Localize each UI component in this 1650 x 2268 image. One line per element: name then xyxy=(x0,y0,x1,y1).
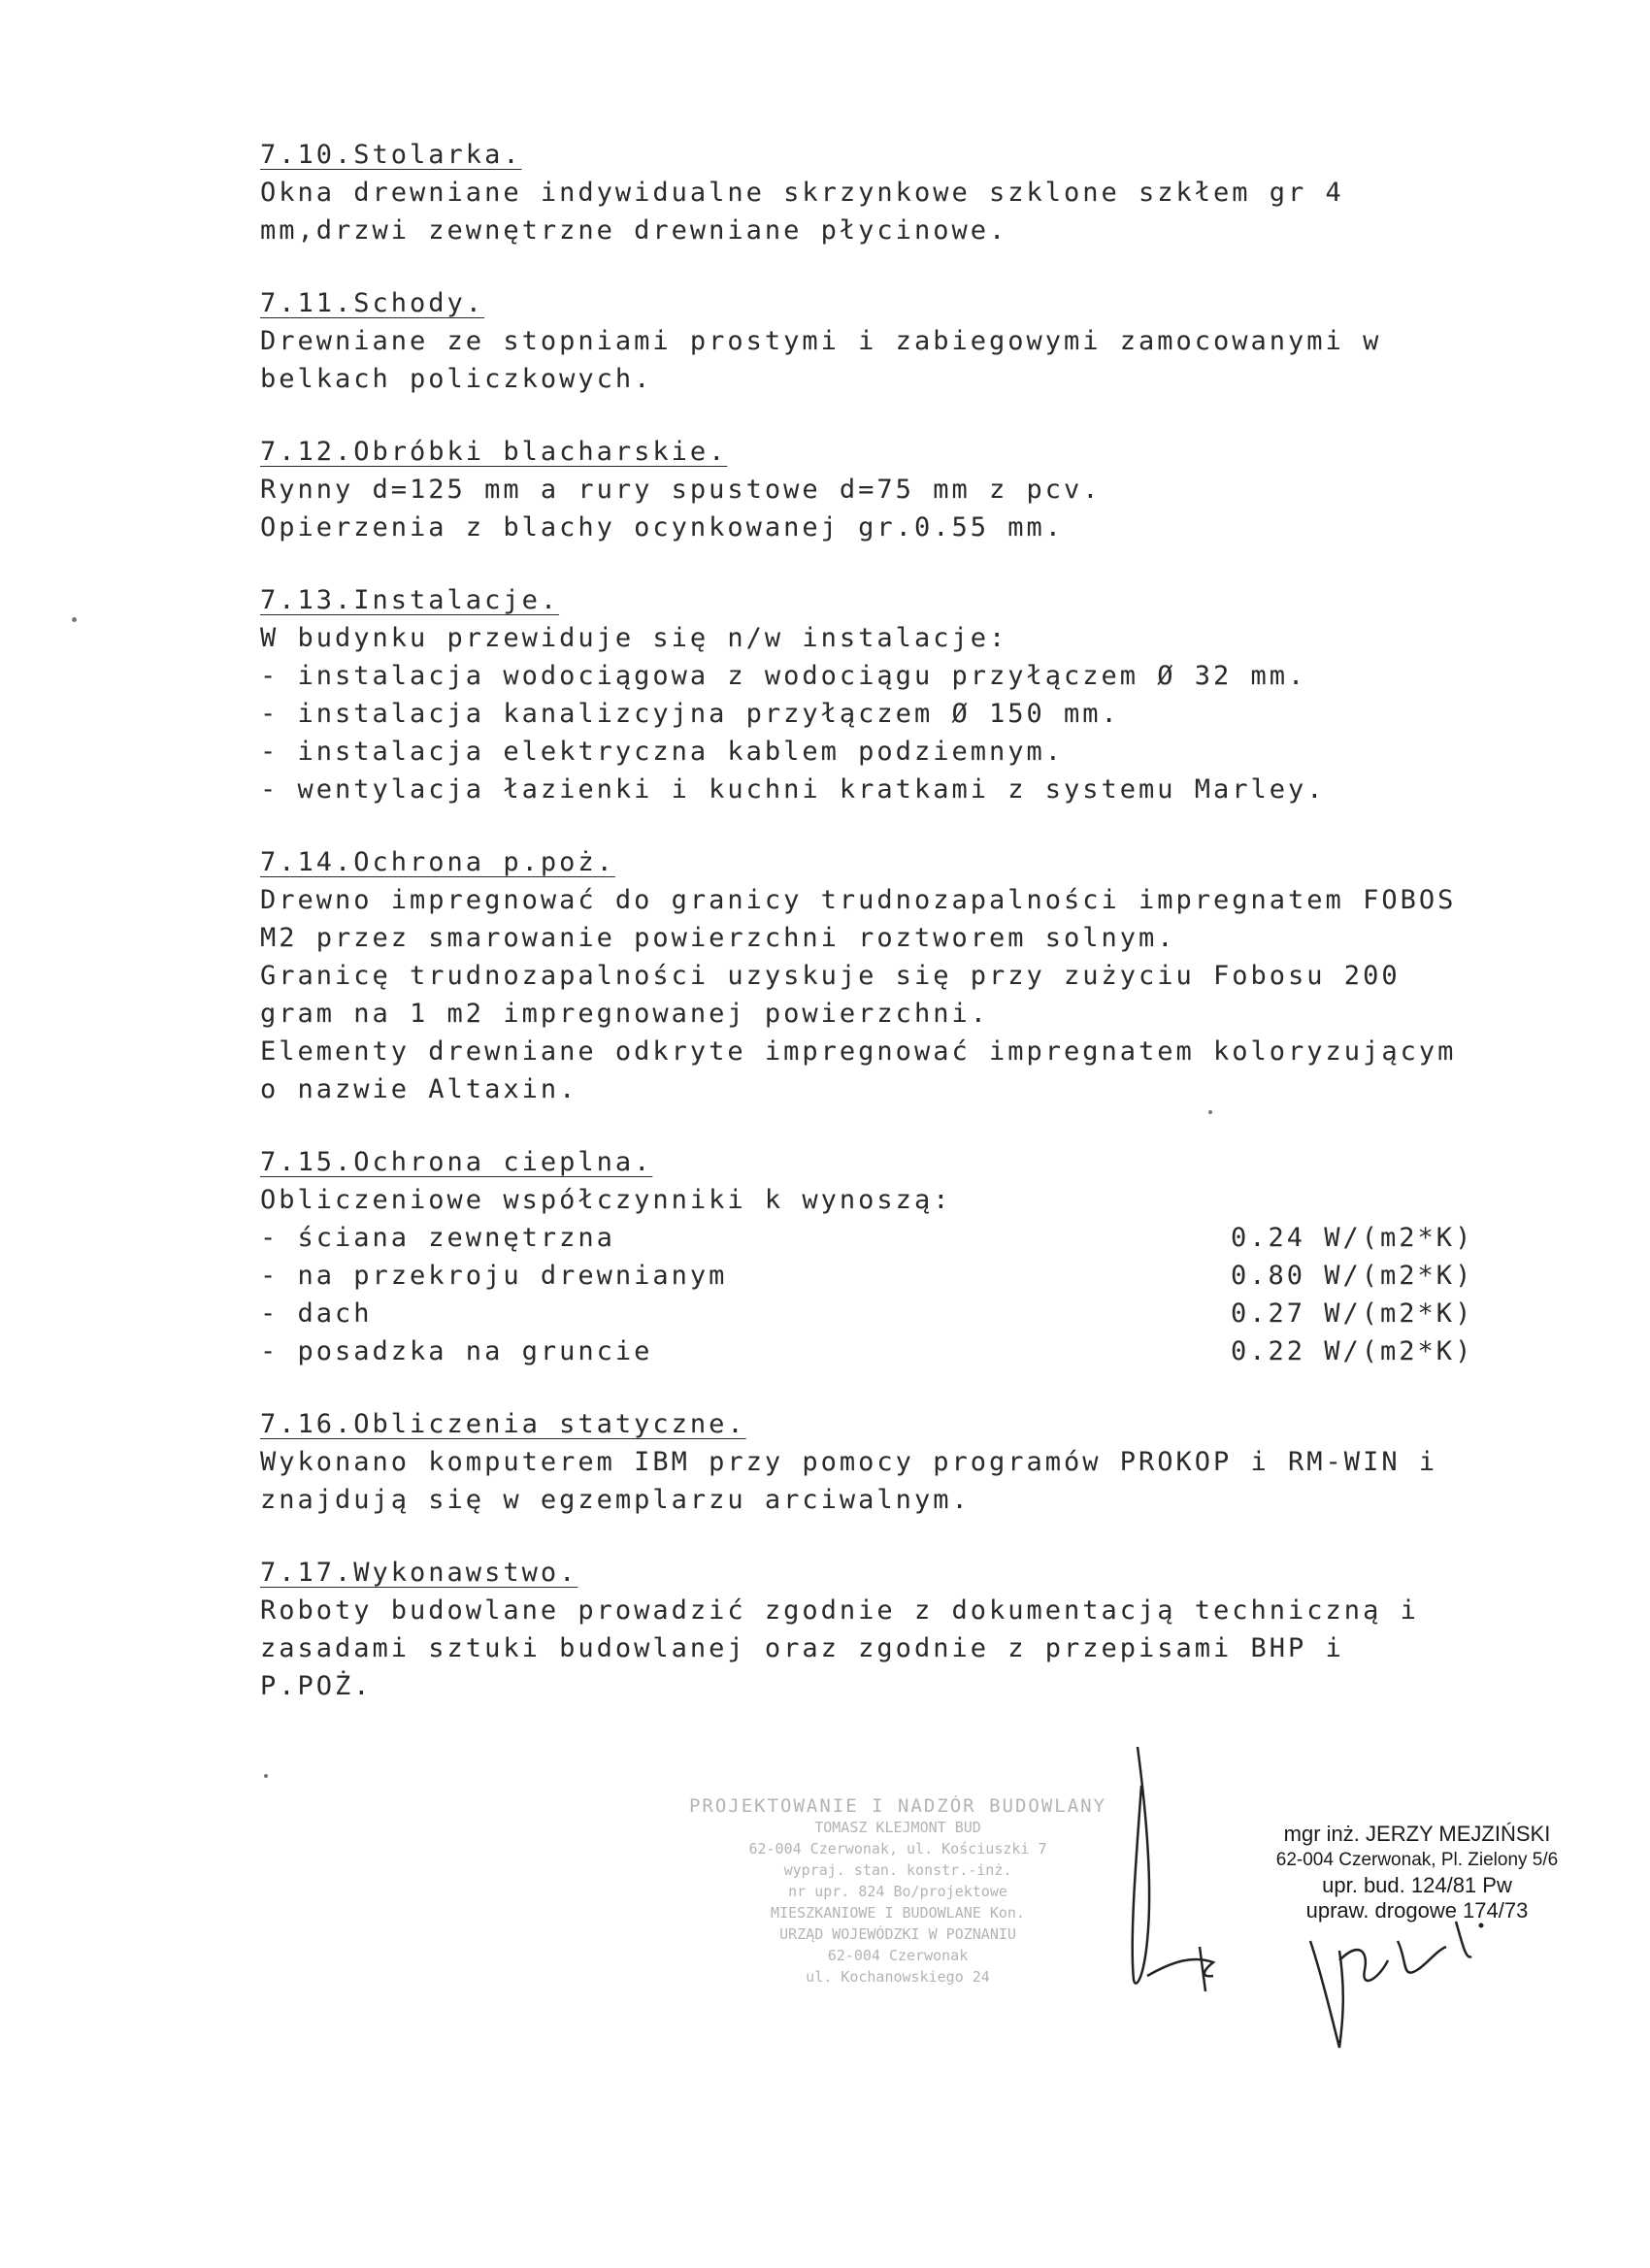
text-line: Roboty budowlane prowadzić zgodnie z dokumentacją techniczną i xyxy=(260,1595,1419,1626)
section-heading: 7.14.Ochrona p.poż. xyxy=(260,847,615,877)
coefficient-value: 0.22 W/(m2*K) xyxy=(1231,1336,1474,1366)
signature-right xyxy=(1301,1902,1495,2077)
stamp-line: PROJEKTOWANIE I NADZÓR BUDOWLANY xyxy=(688,1795,1107,1817)
text-line: Rynny d=125 mm a rury spustowe d=75 mm z pcv. xyxy=(260,475,1102,505)
stamp-line: nr upr. 824 Bo/projektowe xyxy=(788,1883,1007,1900)
coefficient-label: - dach xyxy=(260,1298,373,1329)
coefficient-label: - posadzka na gruncie xyxy=(260,1336,653,1366)
text-line: - instalacja wodociągowa z wodociągu przyłączem Ø 32 mm. xyxy=(260,661,1307,691)
seal-name: mgr inż. JERZY MEJZIŃSKI xyxy=(1283,1822,1551,1846)
stamp-line: 62-004 Czerwonak, ul. Kościuszki 7 xyxy=(748,1840,1047,1857)
section-stolarka xyxy=(260,136,1522,249)
section-schody xyxy=(260,284,1522,398)
text-line: znajdują się w egzemplarzu arciwalnym. xyxy=(260,1485,971,1515)
text-line: belkach policzkowych. xyxy=(260,364,653,394)
coefficient-row xyxy=(260,1295,1483,1332)
text-line: Obliczeniowe współczynniki k wynoszą: xyxy=(260,1185,952,1215)
stamp-line: ul. Kochanowskiego 24 xyxy=(806,1968,990,1986)
coefficient-row xyxy=(260,1219,1483,1257)
document-body xyxy=(260,136,1522,1740)
stamp-line: TOMASZ KLEJMONT BUD xyxy=(814,1819,981,1836)
text-line: Wykonano komputerem IBM przy pomocy programów PROKOP i RM-WIN i xyxy=(260,1447,1438,1477)
coefficient-value: 0.80 W/(m2*K) xyxy=(1231,1261,1474,1291)
seal-address: 62-004 Czerwonak, Pl. Zielony 5/6 xyxy=(1275,1850,1559,1870)
coefficient-value: 0.27 W/(m2*K) xyxy=(1231,1298,1474,1329)
coefficient-value: 0.24 W/(m2*K) xyxy=(1231,1223,1474,1253)
section-obrobki xyxy=(260,433,1522,546)
scan-speck xyxy=(264,1774,268,1778)
stamp-line: 62-004 Czerwonak xyxy=(827,1947,969,1964)
text-line: Opierzenia z blachy ocynkowanej gr.0.55 mm. xyxy=(260,512,1064,542)
text-line: gram na 1 m2 impregnowanej powierzchni. xyxy=(260,999,989,1029)
section-heading: 7.10.Stolarka. xyxy=(260,140,522,170)
stamp-line: MIESZKANIOWE I BUDOWLANE Kon. xyxy=(771,1904,1025,1922)
coefficient-row xyxy=(260,1332,1483,1370)
coefficient-row xyxy=(260,1257,1483,1295)
section-ochrona-ppoz xyxy=(260,843,1522,1108)
signature-left xyxy=(1077,1747,1252,2019)
text-line: M2 przez smarowanie powierzchni roztworem solnym. xyxy=(260,923,1176,953)
stamp-line: wypraj. stan. konstr.-inż. xyxy=(783,1861,1012,1879)
section-heading: 7.17.Wykonawstwo. xyxy=(260,1558,578,1588)
text-line: zasadami sztuki budowlanej oraz zgodnie z przepisami BHP i xyxy=(260,1633,1344,1663)
stamp-line: URZĄD WOJEWÓDZKI W POZNANIU xyxy=(779,1925,1016,1943)
section-wykonawstwo xyxy=(260,1554,1522,1705)
section-obliczenia xyxy=(260,1405,1522,1519)
text-line: W budynku przewiduje się n/w instalacje: xyxy=(260,623,1008,653)
text-line: - instalacja kanalizcyjna przyłączem Ø 150 mm. xyxy=(260,699,1120,729)
text-line: P.POŻ. xyxy=(260,1671,373,1701)
text-line: Granicę trudnozapalności uzyskuje się przy zużyciu Fobosu 200 xyxy=(260,961,1401,991)
seal-license-road: upraw. drogowe 174/73 xyxy=(1305,1898,1529,1923)
scan-speck xyxy=(72,617,77,622)
text-line: - instalacja elektryczna kablem podziemnym. xyxy=(260,737,1064,767)
section-heading: 7.15.Ochrona cieplna. xyxy=(260,1147,653,1177)
seal-license-building: upr. bud. 124/81 Pw xyxy=(1322,1873,1512,1897)
text-line: o nazwie Altaxin. xyxy=(260,1074,578,1104)
section-ochrona-cieplna xyxy=(260,1143,1522,1370)
text-line: - wentylacja łazienki i kuchni kratkami z systemu Marley. xyxy=(260,774,1326,805)
text-line: Drewniane ze stopniami prostymi i zabiegowymi zamocowanymi w xyxy=(260,326,1382,356)
section-instalacje xyxy=(260,581,1522,808)
text-line: mm,drzwi zewnętrzne drewniane płycinowe. xyxy=(260,215,1008,246)
scan-speck xyxy=(1208,1110,1212,1114)
faded-stamp xyxy=(670,1795,1126,2019)
text-line: Drewno impregnować do granicy trudnozapalności impregnatem FOBOS xyxy=(260,885,1457,915)
text-line: Okna drewniane indywidualne skrzynkowe szklone szkłem gr 4 xyxy=(260,178,1344,208)
section-heading: 7.13.Instalacje. xyxy=(260,585,560,615)
coefficient-label: - ściana zewnętrzna xyxy=(260,1223,615,1253)
section-heading: 7.16.Obliczenia statyczne. xyxy=(260,1409,746,1439)
section-heading: 7.11.Schody. xyxy=(260,288,485,318)
coefficient-label: - na przekroju drewnianym xyxy=(260,1261,728,1291)
section-heading: 7.12.Obróbki blacharskie. xyxy=(260,437,728,467)
text-line: Elementy drewniane odkryte impregnować impregnatem koloryzującym xyxy=(260,1036,1457,1067)
